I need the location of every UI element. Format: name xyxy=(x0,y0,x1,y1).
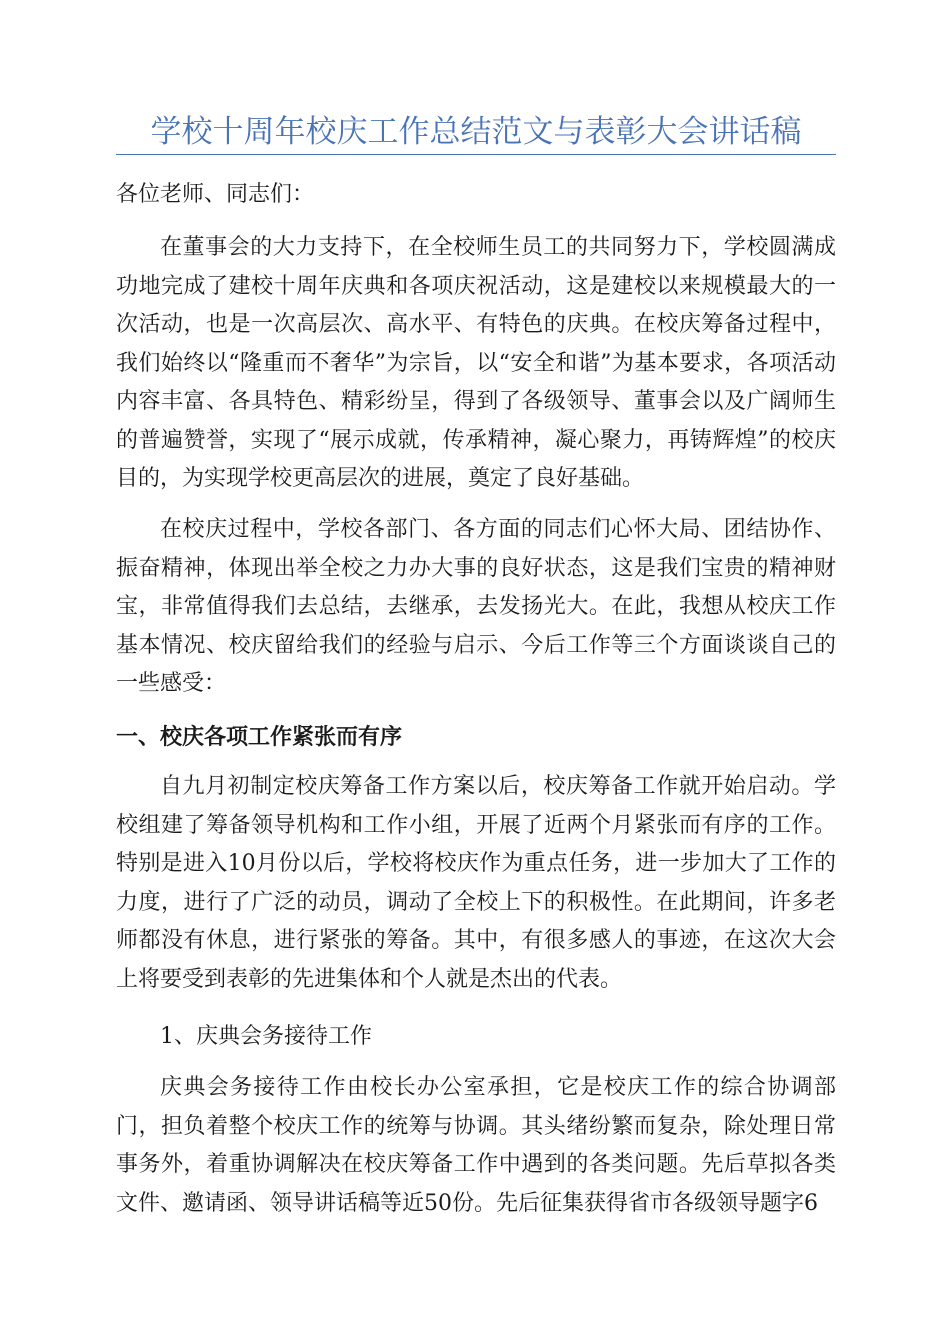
title-underline xyxy=(116,154,836,155)
paragraph-4: 庆典会务接待工作由校长办公室承担，它是校庆工作的综合协调部门，担负着整个校庆工作的统筹与协调。其头绪纷繁而复杂，除处理日常事务外，着重协调解决在校庆筹备工作中遇到的各类问题。先后草拟各类文件、邀请函、领导讲话稿等近50份。先后征集获得省市各级领导题字6 xyxy=(116,1075,836,1216)
paragraph-2: 在校庆过程中，学校各部门、各方面的同志们心怀大局、团结协作、振奋精神，体现出举全校之力办大事的良好状态，这是我们宝贵的精神财宝，非常值得我们去总结，去继承，去发扬光大。在此，我想从校庆工作基本情况、校庆留给我们的经验与启示、今后工作等三个方面谈谈自己的一些感受： xyxy=(116,517,836,696)
salutation: 各位老师、同志们： xyxy=(116,182,315,207)
section-heading: 一、校庆各项工作紧张而有序 xyxy=(116,725,403,750)
document-title: 学校十周年校庆工作总结范文与表彰大会讲话稿 xyxy=(150,114,802,150)
paragraph-3: 自九月初制定校庆筹备工作方案以后，校庆筹备工作就开始启动。学校组建了筹备领导机构和工作小组，开展了近两个月紧张而有序的工作。特别是进入10月份以后，学校将校庆作为重点任务，进一步加大了工作的力度，进行了广泛的动员，调动了全校上下的积极性。在此期间，许多老师都没有休息，进行紧张的筹备。其中，有很多感人的事迹，在这次大会上将要受到表彰的先进集体和个人就是杰出的代表。 xyxy=(116,774,836,992)
subsection-heading: 1、庆典会务接待工作 xyxy=(160,1024,372,1049)
paragraph-1: 在董事会的大力支持下，在全校师生员工的共同努力下，学校圆满成功地完成了建校十周年庆典和各项庆祝活动，这是建校以来规模最大的一次活动，也是一次高层次、高水平、有特色的庆典。在校庆筹备过程中，我们始终以“隆重而不奢华”为宗旨，以“安全和谐”为基本要求，各项活动内容丰富、各具特色、精彩纷呈，得到了各级领导、董事会以及广阔师生的普遍赞誉，实现了“展示成就，传承精神，凝心聚力，再铸辉煌”的校庆目的，为实现学校更高层次的进展，奠定了良好基础。 xyxy=(116,235,836,491)
